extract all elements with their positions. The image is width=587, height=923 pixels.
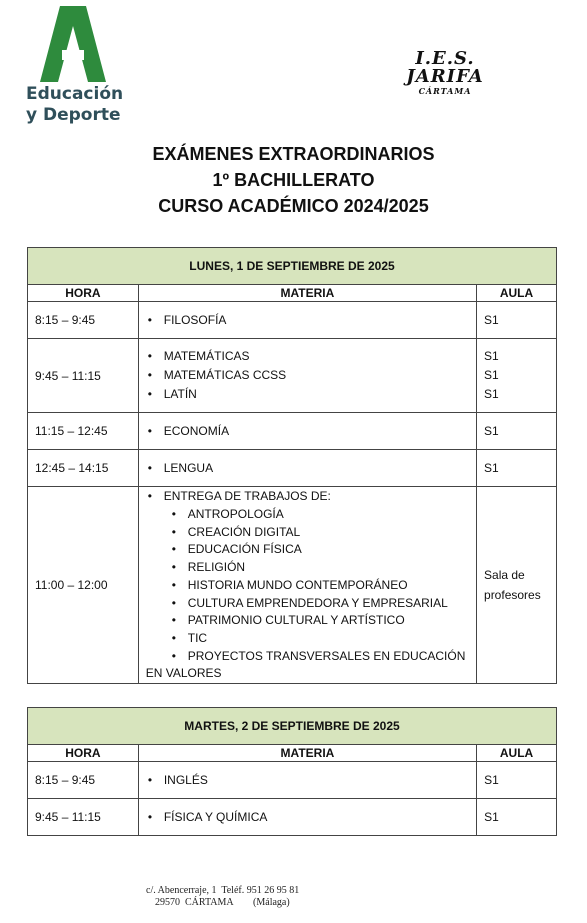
entrega-item: • RELIGIÓN — [146, 559, 469, 577]
day2-header: MARTES, 2 DE SEPTIEMBRE DE 2025 — [28, 708, 557, 745]
hora-cell: 9:45 – 11:15 — [28, 339, 139, 413]
aula-cell: S1 — [477, 302, 557, 339]
junta-andalucia-logo — [24, 6, 124, 126]
subject-item: • MATEMÁTICAS — [146, 347, 469, 366]
materia-cell — [138, 339, 476, 413]
entrega-heading: • ENTREGA DE TRABAJOS DE: — [146, 487, 469, 506]
footer-line-1: c/. Abencerraje, 1 Teléf. 951 26 95 81 — [146, 885, 300, 896]
aula-cell: S1 — [477, 413, 557, 450]
school-town: CÁRTAMA — [418, 86, 472, 96]
page-title — [0, 141, 587, 219]
logo-line-2: y Deporte — [26, 105, 121, 125]
school-name: I.E.S. JARIFA — [406, 48, 484, 87]
schedule-table-day1 — [27, 247, 557, 684]
materia-cell — [138, 799, 476, 836]
hora-cell: 12:45 – 14:15 — [28, 450, 139, 487]
ies-jarifa-logo — [382, 50, 508, 96]
entrega-item — [146, 648, 469, 683]
col-hora: HORA — [28, 745, 139, 762]
subject-item: • MATEMÁTICAS CCSS — [146, 366, 469, 385]
aula-cell: S1 — [477, 762, 557, 799]
table-row — [28, 487, 557, 684]
col-materia: MATERIA — [138, 745, 476, 762]
aula-value: S1 — [484, 349, 499, 363]
title-line-1: EXÁMENES EXTRAORDINARIOS — [152, 144, 435, 164]
materia-cell — [138, 450, 476, 487]
subject-item: • LENGUA — [146, 459, 469, 478]
subject-item: • INGLÉS — [146, 771, 469, 790]
entrega-item: • ANTROPOLOGÍA — [146, 506, 469, 524]
day1-header: LUNES, 1 DE SEPTIEMBRE DE 2025 — [28, 248, 557, 285]
logo-text — [26, 84, 123, 126]
entrega-item: • TIC — [146, 630, 469, 648]
table-row — [28, 799, 557, 836]
hora-cell: 11:15 – 12:45 — [28, 413, 139, 450]
footer-address — [146, 885, 299, 909]
col-hora: HORA — [28, 285, 139, 302]
logo-line-1: Educación — [26, 84, 124, 104]
entrega-item-text: • PROYECTOS TRANSVERSALES EN EDUCACIÓN EN VALORES — [145, 648, 466, 681]
entrega-item: • PATRIMONIO CULTURAL Y ARTÍSTICO — [146, 612, 469, 630]
col-materia: MATERIA — [138, 285, 476, 302]
aula-cell: S1 — [477, 799, 557, 836]
subject-item: • LATÍN — [146, 385, 469, 404]
aula-value: S1 — [484, 368, 499, 382]
hora-cell: 9:45 – 11:15 — [28, 799, 139, 836]
hora-cell: 11:00 – 12:00 — [28, 487, 139, 684]
title-line-2: 1º BACHILLERATO — [212, 170, 375, 190]
col-aula: AULA — [477, 285, 557, 302]
hora-cell: 8:15 – 9:45 — [28, 302, 139, 339]
subject-item: • FILOSOFÍA — [146, 311, 469, 330]
materia-cell — [138, 302, 476, 339]
entrega-item: • EDUCACIÓN FÍSICA — [146, 541, 469, 559]
materia-cell — [138, 487, 476, 684]
aula-value: S1 — [484, 387, 499, 401]
aula-cell — [477, 339, 557, 413]
title-line-3: CURSO ACADÉMICO 2024/2025 — [158, 196, 429, 216]
subject-item: • ECONOMÍA — [146, 422, 469, 441]
table-row — [28, 302, 557, 339]
table-row — [28, 413, 557, 450]
table-row — [28, 762, 557, 799]
entrega-item: • CULTURA EMPRENDEDORA Y EMPRESARIAL — [146, 595, 469, 613]
junta-logo-icon — [40, 6, 106, 82]
entrega-item: • CREACIÓN DIGITAL — [146, 524, 469, 542]
table-row — [28, 450, 557, 487]
aula-cell: Sala de profesores — [477, 487, 557, 684]
table-row — [28, 339, 557, 413]
footer-line-2: 29570 CÁRTAMA (Málaga) — [155, 897, 290, 908]
hora-cell: 8:15 – 9:45 — [28, 762, 139, 799]
col-aula: AULA — [477, 745, 557, 762]
aula-cell: S1 — [477, 450, 557, 487]
materia-cell — [138, 413, 476, 450]
entrega-item: • HISTORIA MUNDO CONTEMPORÁNEO — [146, 577, 469, 595]
materia-cell — [138, 762, 476, 799]
schedule-table-day2 — [27, 707, 557, 836]
subject-item: • FÍSICA Y QUÍMICA — [146, 808, 469, 827]
